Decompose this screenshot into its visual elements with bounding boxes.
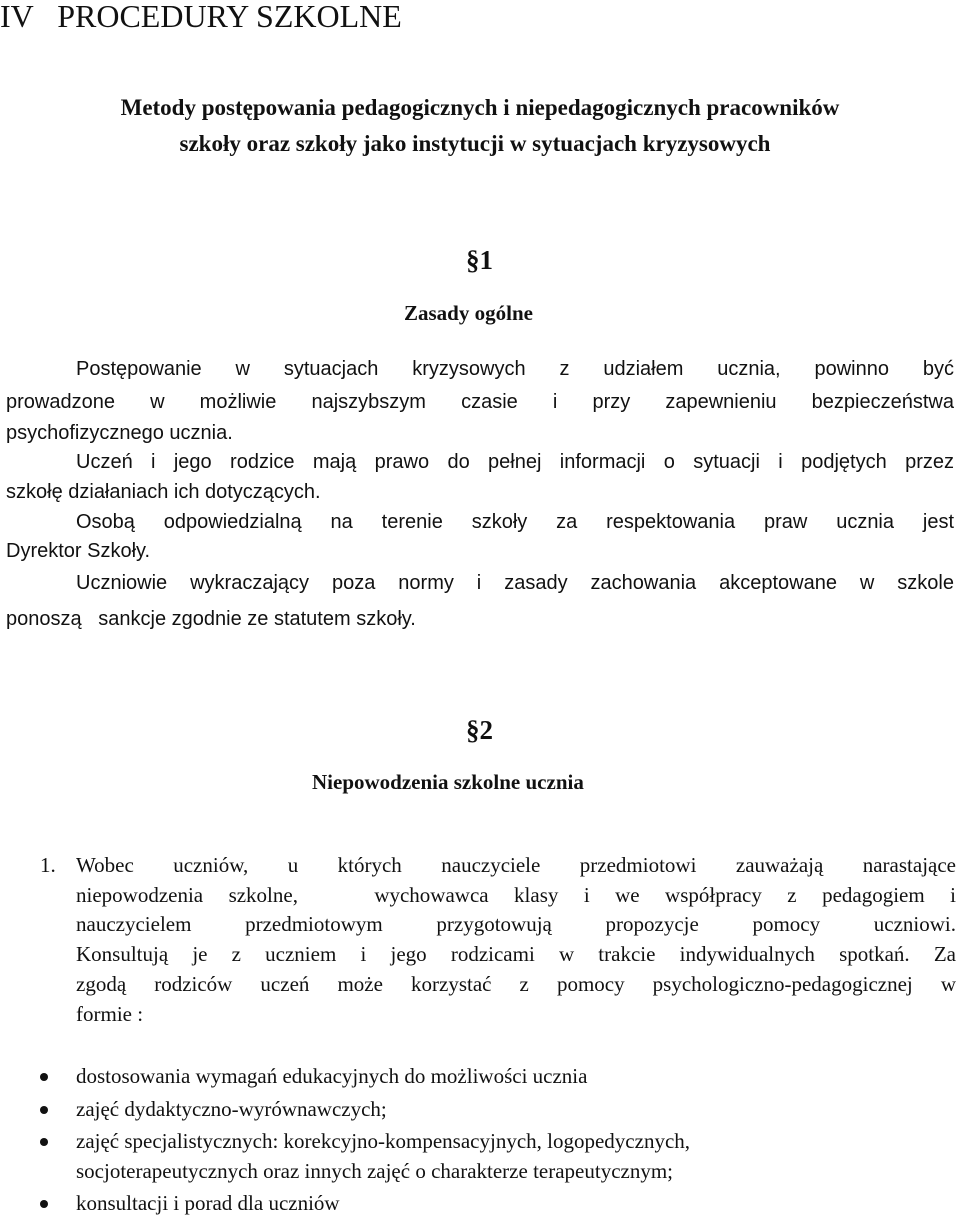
section-2-line: zgodą rodziców uczeń może korzystać z pomocy psychologiczno-pedagogicznej w xyxy=(76,972,956,996)
section-1-line: Postępowanie w sytuacjach kryzysowych z udziałem ucznia, powinno być xyxy=(76,358,954,380)
section-1-line: ponoszą sankcje zgodnie ze statutem szkoły. xyxy=(6,608,416,630)
bullet-icon xyxy=(40,1073,48,1081)
section-1-line: prowadzone w możliwie najszybszym czasie i przy zapewnieniu bezpieczeństwa xyxy=(6,391,954,413)
subtitle-line-2: szkoły oraz szkoły jako instytucji w sytuacjach kryzysowych xyxy=(179,131,771,156)
section-1-line: psychofizycznego ucznia. xyxy=(6,422,233,444)
subtitle-line-1: Metody postępowania pedagogicznych i niepedagogicznych pracowników xyxy=(120,95,840,120)
bullet-item: zajęć specjalistycznych: korekcyjno-kompensacyjnych, logopedycznych, xyxy=(76,1129,691,1153)
list-item-number: 1. xyxy=(40,853,56,877)
section-2-line: niepowodzenia szkolne, wychowawca klasy i we współpracy z pedagogiem i xyxy=(76,883,956,907)
section-1-line: Uczniowie wykraczający poza normy i zasady zachowania akceptowane w szkole xyxy=(76,572,954,594)
section-2-line: formie : xyxy=(76,1002,144,1026)
section-1-line: Dyrektor Szkoły. xyxy=(6,540,151,562)
section-2-line: Wobec uczniów, u których nauczyciele przedmiotowi zauważają narastające xyxy=(76,853,956,877)
section-1-heading: Zasady ogólne xyxy=(404,301,533,325)
section-2-line: nauczycielem przedmiotowym przygotowują propozycje pomocy uczniowi. xyxy=(76,912,956,936)
section-1-line: Osobą odpowiedzialną na terenie szkoły za respektowania praw ucznia jest xyxy=(76,511,954,533)
section-1-sign: §1 xyxy=(466,245,493,275)
chapter-title: IV PROCEDURY SZKOLNE xyxy=(0,0,402,34)
bullet-item: konsultacji i porad dla uczniów xyxy=(76,1191,340,1215)
bullet-item: dostosowania wymagań edukacyjnych do możliwości ucznia xyxy=(76,1064,588,1088)
section-2-line: Konsultują je z uczniem i jego rodzicami w trakcie indywidualnych spotkań. Za xyxy=(76,942,956,966)
section-2-heading: Niepowodzenia szkolne ucznia xyxy=(312,770,584,794)
bullet-item: zajęć dydaktyczno-wyrównawczych; xyxy=(76,1097,387,1121)
bullet-icon xyxy=(40,1138,48,1146)
bullet-icon xyxy=(40,1200,48,1208)
bullet-item-continuation: socjoterapeutycznych oraz innych zajęć o charakterze terapeutycznym; xyxy=(76,1159,674,1183)
section-1-line: Uczeń i jego rodzice mają prawo do pełnej informacji o sytuacji i podjętych przez xyxy=(76,451,954,473)
bullet-icon xyxy=(40,1106,48,1114)
section-1-line: szkołę działaniach ich dotyczących. xyxy=(6,481,321,503)
section-2-sign: §2 xyxy=(466,715,493,745)
